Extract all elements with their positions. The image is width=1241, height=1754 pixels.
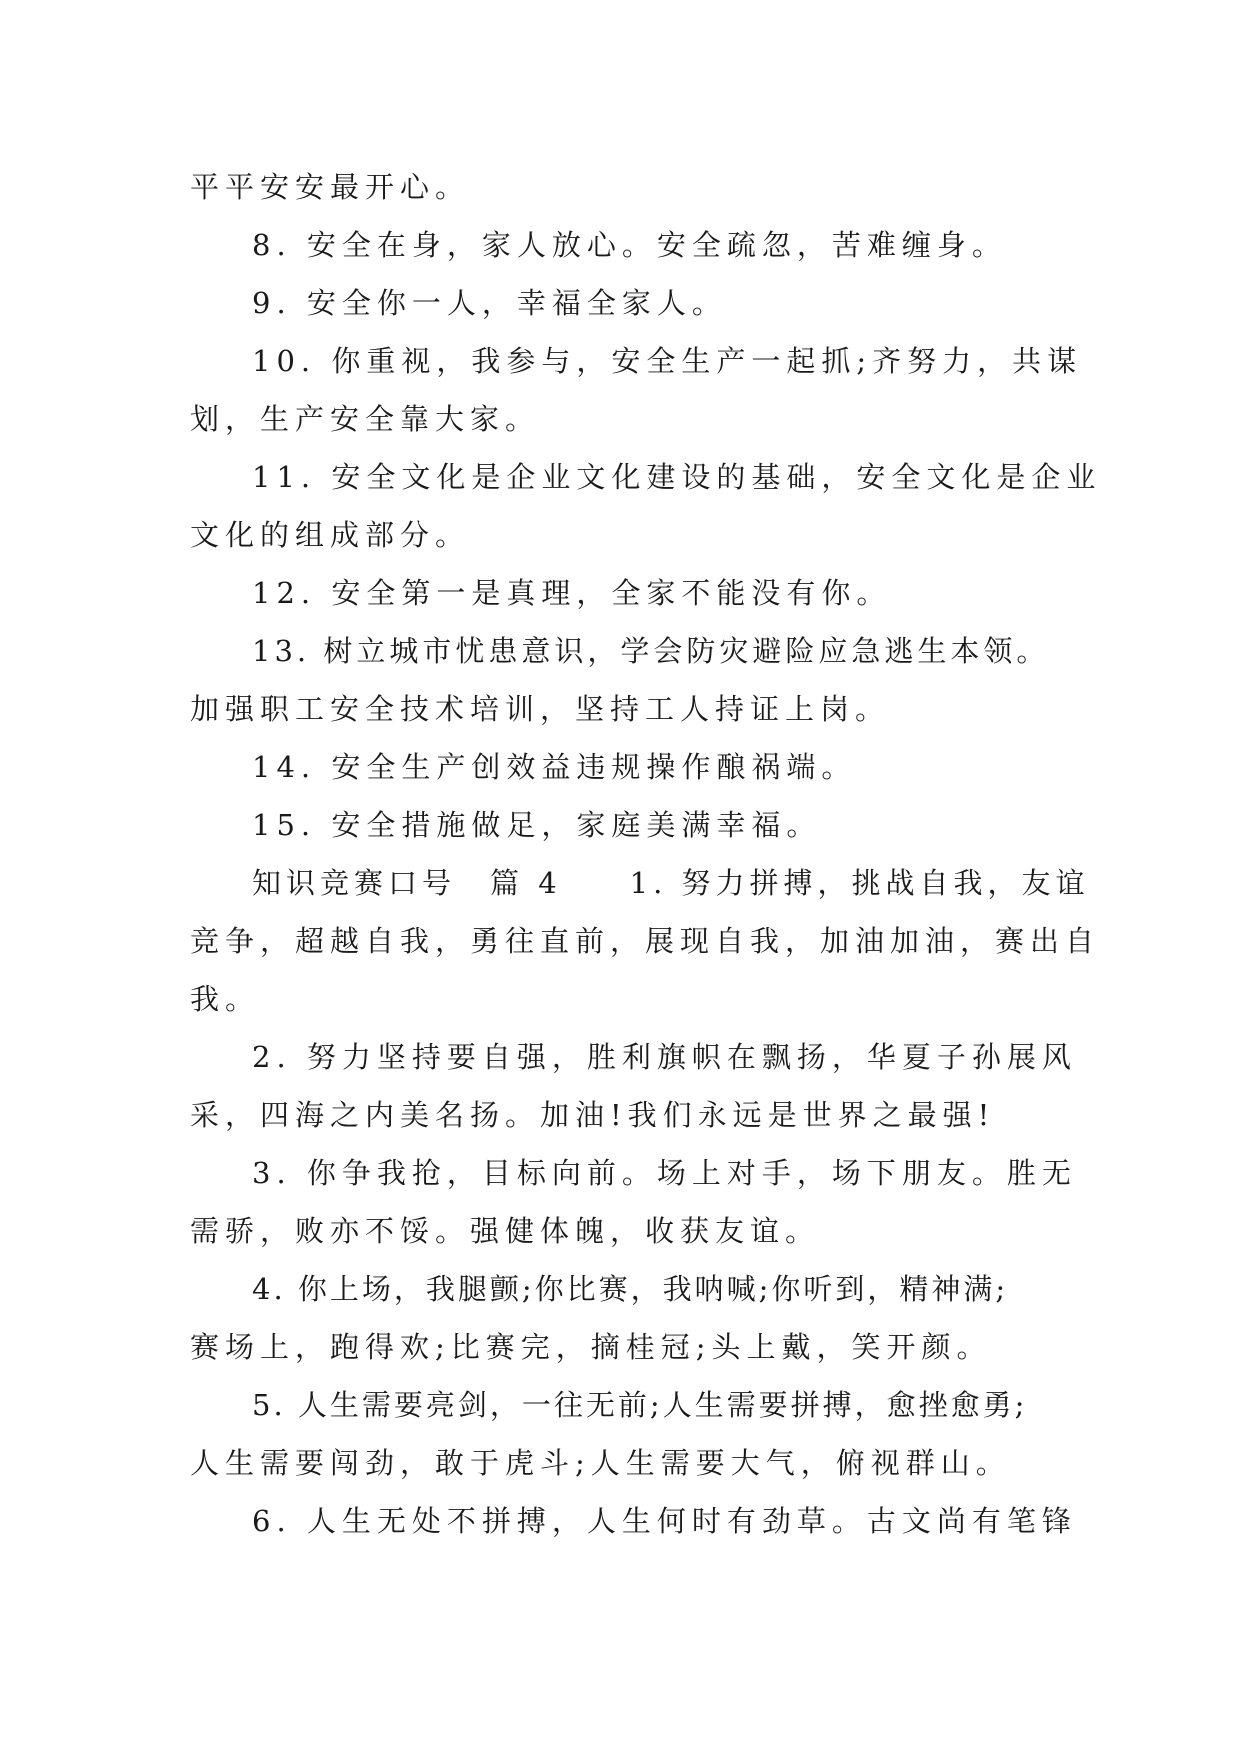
text-line: 12. 安全第一是真理，全家不能没有你。 [252, 576, 892, 610]
text-line: 4. 你上场，我腿颤;你比赛，我呐喊;你听到，精神满; [252, 1272, 1009, 1306]
text-line: 6. 人生无处不拼搏，人生何时有劲草。古文尚有笔锋 [252, 1504, 1077, 1538]
text-line: 5. 人生需要亮剑，一往无前;人生需要拼搏，愈挫愈勇; [252, 1388, 1028, 1422]
text-line: 划，生产安全靠大家。 [190, 402, 541, 436]
text-line: 9. 安全你一人，幸福全家人。 [252, 286, 727, 320]
text-line: 13. 树立城市忧患意识，学会防灾避险应急逃生本领。 [252, 634, 1050, 668]
text-line: 加强职工安全技术培训，坚持工人持证上岗。 [190, 692, 891, 726]
text-line: 2. 努力坚持要自强，胜利旗帜在飘扬，华夏子孙展风 [252, 1040, 1077, 1074]
text-line: 人生需要闯劲，敢于虎斗;人生需要大气，俯视群山。 [190, 1446, 1011, 1480]
text-line: 竞争，超越自我，勇往直前，展现自我，加油加油，赛出自 [190, 924, 1101, 958]
text-line: 文化的组成部分。 [190, 518, 471, 552]
text-line: 平平安安最开心。 [190, 170, 471, 204]
text-line: 我。 [190, 982, 261, 1016]
text-line: 11. 安全文化是企业文化建设的基础，安全文化是企业 [252, 460, 1102, 494]
text-line: 需骄，败亦不馁。强健体魄，收获友谊。 [190, 1214, 821, 1248]
text-line: 14. 安全生产创效益违规操作酿祸端。 [252, 750, 857, 784]
document-body [190, 158, 1102, 1550]
text-line: 8. 安全在身，家人放心。安全疏忽，苦难缠身。 [252, 228, 1007, 262]
text-line: 15. 安全措施做足，家庭美满幸福。 [252, 808, 822, 842]
section-heading-line: 知识竞赛口号 篇 4 1. 努力拼搏，挑战自我，友谊 [252, 866, 1090, 900]
text-line: 采，四海之内美名扬。加油!我们永远是世界之最强! [190, 1098, 996, 1132]
text-line: 赛场上，跑得欢;比赛完，摘桂冠;头上戴，笑开颜。 [190, 1330, 992, 1364]
text-line: 10. 你重视，我参与，安全生产一起抓;齐努力，共谋 [252, 344, 1083, 378]
text-line: 3. 你争我抢，目标向前。场上对手，场下朋友。胜无 [252, 1156, 1077, 1190]
